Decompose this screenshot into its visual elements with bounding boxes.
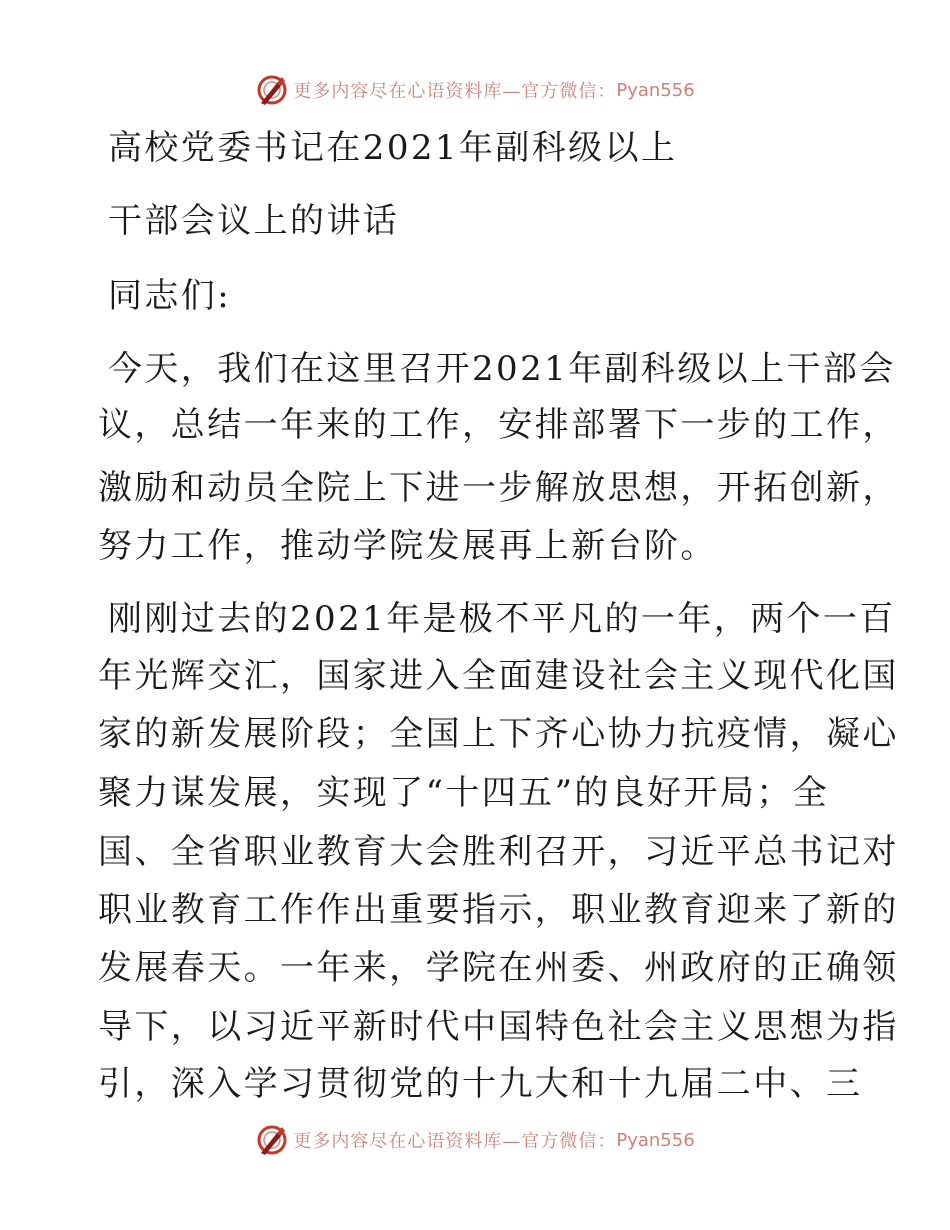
paragraph2-line: 聚力谋发展，实现了“十四五”的良好开局；全 — [98, 773, 830, 813]
document-title-line-2: 干部会议上的讲话 — [108, 201, 400, 241]
paragraph1-line: 努力工作，推动学院发展再上新台阶。 — [98, 526, 717, 566]
watermark-top — [0, 70, 950, 110]
watermark-text: 更多内容尽在心语资料库—官方微信： — [293, 1131, 617, 1152]
paragraph2-line: 发展春天。一年来，学院在州委、州政府的正确领 — [98, 948, 899, 988]
paragraph1-line: 议，总结一年来的工作，安排部署下一步的工作， — [98, 405, 899, 445]
watermark-wechat-id: Pyan556 — [616, 1129, 695, 1151]
paragraph2-line: 导下，以习近平新时代中国特色社会主义思想为指 — [98, 1007, 899, 1047]
watermark-text: 更多内容尽在心语资料库—官方微信： — [293, 81, 617, 102]
watermark-wechat-id: Pyan556 — [616, 79, 695, 101]
paragraph2-line: 家的新发展阶段；全国上下齐心协力抗疫情，凝心 — [98, 714, 899, 754]
watermark-bottom — [0, 1120, 950, 1160]
paragraph2-line: 引，深入学习贯彻党的十九大和十九届二中、三 — [98, 1064, 863, 1104]
pen-logo-icon — [255, 1123, 289, 1157]
paragraph2-line: 年光辉交汇，国家进入全面建设社会主义现代化国 — [98, 656, 899, 696]
paragraph2-line: 刚刚过去的2021年是极不平凡的一年，两个一百 — [108, 599, 896, 639]
greeting: 同志们: — [108, 276, 232, 316]
paragraph1-line: 今天，我们在这里召开2021年副科级以上干部会 — [108, 349, 896, 389]
paragraph2-line: 国、全省职业教育大会胜利召开，习近平总书记对 — [98, 832, 899, 872]
pen-logo-icon — [255, 73, 289, 107]
document-title-line-1: 高校党委书记在2021年副科级以上 — [108, 128, 678, 168]
paragraph2-line: 职业教育工作作出重要指示，职业教育迎来了新的 — [98, 890, 899, 930]
paragraph1-line: 激励和动员全院上下进一步解放思想，开拓创新， — [98, 468, 899, 508]
